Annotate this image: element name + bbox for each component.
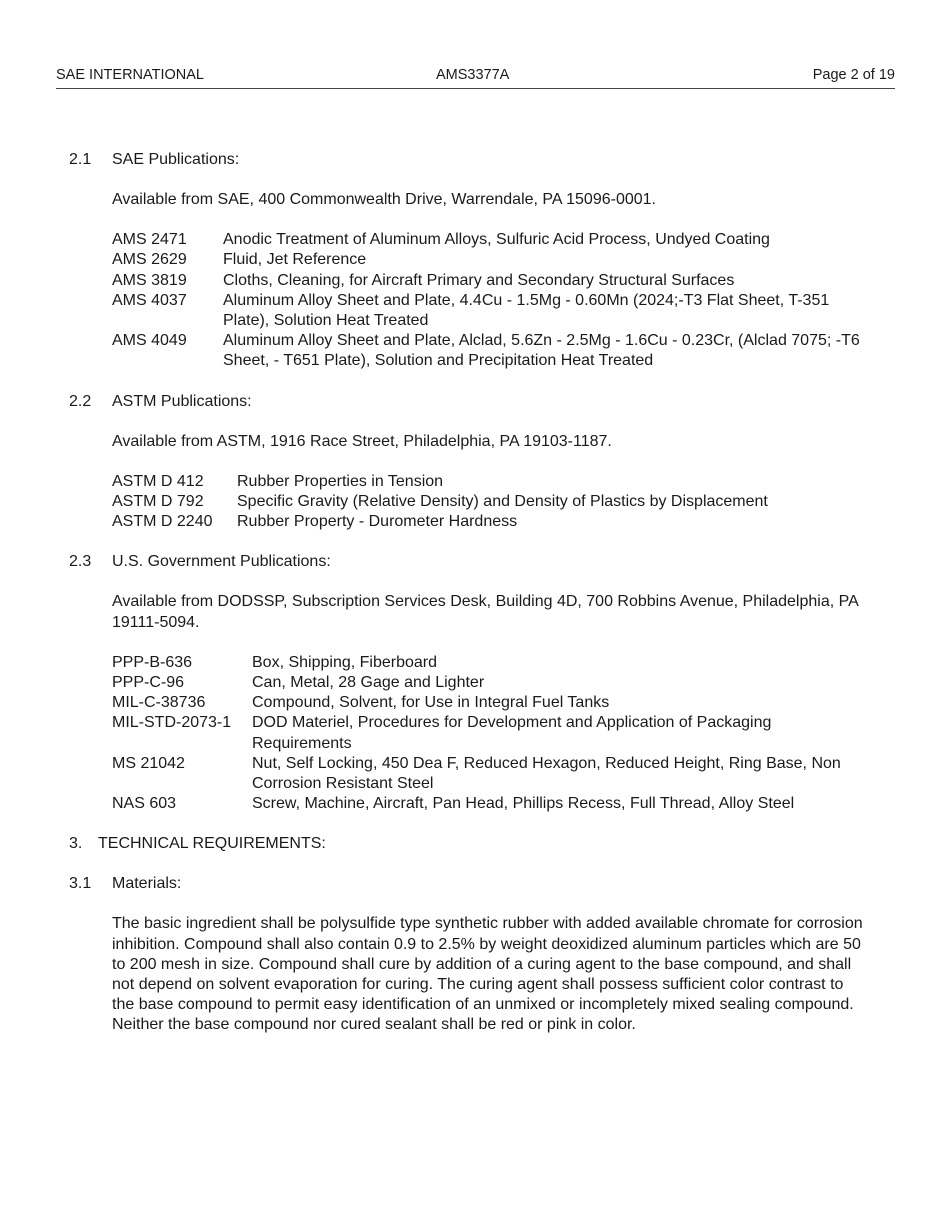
reference-code: AMS 4049	[112, 332, 187, 350]
reference-row	[112, 492, 869, 512]
reference-description: DOD Materiel, Procedures for Development and Application of Packaging Requirements	[252, 714, 772, 752]
reference-description: Rubber Property - Durometer Hardness	[237, 513, 518, 531]
page-header	[56, 66, 895, 89]
reference-description: Can, Metal, 28 Gage and Lighter	[252, 674, 485, 692]
reference-description: Fluid, Jet Reference	[223, 251, 367, 269]
section-number: 3.	[69, 835, 83, 853]
section-3-heading	[69, 834, 869, 854]
reference-code: AMS 4037	[112, 291, 187, 309]
reference-code: ASTM D 792	[112, 493, 204, 511]
section-2-3-availability: Available from DODSSP, Subscription Services Desk, Building 4D, 700 Robbins Avenue, Philadelphia, PA 19111-5094.	[112, 593, 858, 631]
reference-row	[112, 693, 869, 713]
reference-code: AMS 3819	[112, 271, 187, 289]
reference-code: PPP-B-636	[112, 653, 193, 671]
reference-row	[112, 754, 869, 794]
reference-description: Screw, Machine, Aircraft, Pan Head, Phillips Recess, Full Thread, Alloy Steel	[252, 795, 795, 813]
reference-row	[112, 331, 869, 371]
reference-code: MIL-C-38736	[112, 694, 206, 712]
reference-code: NAS 603	[112, 795, 177, 813]
reference-row	[112, 291, 869, 331]
reference-code: MS 21042	[112, 754, 185, 772]
section-number: 3.1	[69, 875, 92, 893]
section-3-1-heading	[69, 874, 869, 894]
section-2-2-heading	[69, 392, 869, 412]
reference-description: Compound, Solvent, for Use in Integral Fuel Tanks	[252, 694, 610, 712]
reference-code: PPP-C-96	[112, 674, 185, 692]
header-doc-id: AMS3377A	[436, 67, 510, 83]
section-number: 2.3	[69, 553, 92, 571]
reference-code: AMS 2629	[112, 251, 187, 269]
reference-code: MIL-STD-2073-1	[112, 714, 232, 732]
reference-description: Aluminum Alloy Sheet and Plate, 4.4Cu - 1.5Mg - 0.60Mn (2024;-T3 Flat Sheet, T-351 Plate), Solution Heat Treated	[223, 291, 830, 330]
section-3-1-body: The basic ingredient shall be polysulfide type synthetic rubber with added available chromate for corrosion inhibition. Compound shall also contain 0.9 to 2.5% by weight deoxidized aluminum particles which are 50 to 200 mesh in size. Compound shall cure by addition of a curing agent to the base compound, and shall not depend on solvent evaporation for curing. The curing agent shall possess sufficient color contrast to the base compound to permit easy identification of an unmixed or incompletely mixed sealing compound. Neither the base compound nor cured sealant shall be red or pink in color.	[112, 915, 863, 1034]
section-title: Materials:	[112, 875, 182, 893]
section-2-2-availability: Available from ASTM, 1916 Race Street, Philadelphia, PA 19103-1187.	[112, 432, 612, 450]
section-2-1-heading	[69, 150, 869, 170]
reference-row	[112, 794, 869, 814]
section-number: 2.1	[69, 151, 92, 168]
section-title: TECHNICAL REQUIREMENTS:	[98, 835, 326, 853]
reference-description: Aluminum Alloy Sheet and Plate, Alclad, 5.6Zn - 2.5Mg - 1.6Cu - 0.23Cr, (Alclad 7075; -T6 Sheet, - T651 Plate), Solution and Precipitation Heat Treated	[223, 332, 860, 370]
reference-row	[112, 250, 869, 270]
header-page-number: Page 2 of 19	[812, 67, 895, 83]
document-body	[69, 150, 869, 1036]
reference-row	[112, 230, 869, 250]
reference-row	[112, 512, 869, 532]
section-title: ASTM Publications:	[112, 392, 252, 410]
reference-description: Box, Shipping, Fiberboard	[252, 653, 437, 671]
reference-row	[112, 673, 869, 693]
section-number: 2.2	[69, 392, 92, 410]
reference-description: Anodic Treatment of Aluminum Alloys, Sulfuric Acid Process, Undyed Coating	[223, 231, 770, 249]
reference-code: AMS 2471	[112, 231, 187, 249]
reference-code: ASTM D 412	[112, 472, 204, 490]
reference-description: Nut, Self Locking, 450 Dea F, Reduced Hexagon, Reduced Height, Ring Base, Non Corrosion Resistant Steel	[252, 754, 841, 793]
reference-description: Cloths, Cleaning, for Aircraft Primary and Secondary Structural Surfaces	[223, 271, 735, 289]
section-title: U.S. Government Publications:	[112, 553, 331, 571]
reference-row	[112, 472, 869, 492]
reference-row	[112, 653, 869, 673]
reference-code: ASTM D 2240	[112, 513, 213, 531]
section-title: SAE Publications:	[112, 151, 240, 168]
reference-row	[112, 713, 869, 753]
section-2-1-availability: Available from SAE, 400 Commonwealth Drive, Warrendale, PA 15096-0001.	[112, 191, 656, 208]
reference-description: Rubber Properties in Tension	[237, 472, 444, 490]
reference-description: Specific Gravity (Relative Density) and Density of Plastics by Displacement	[237, 493, 768, 511]
header-org: SAE INTERNATIONAL	[56, 67, 204, 83]
reference-row	[112, 271, 869, 291]
section-2-3-heading	[69, 552, 869, 572]
